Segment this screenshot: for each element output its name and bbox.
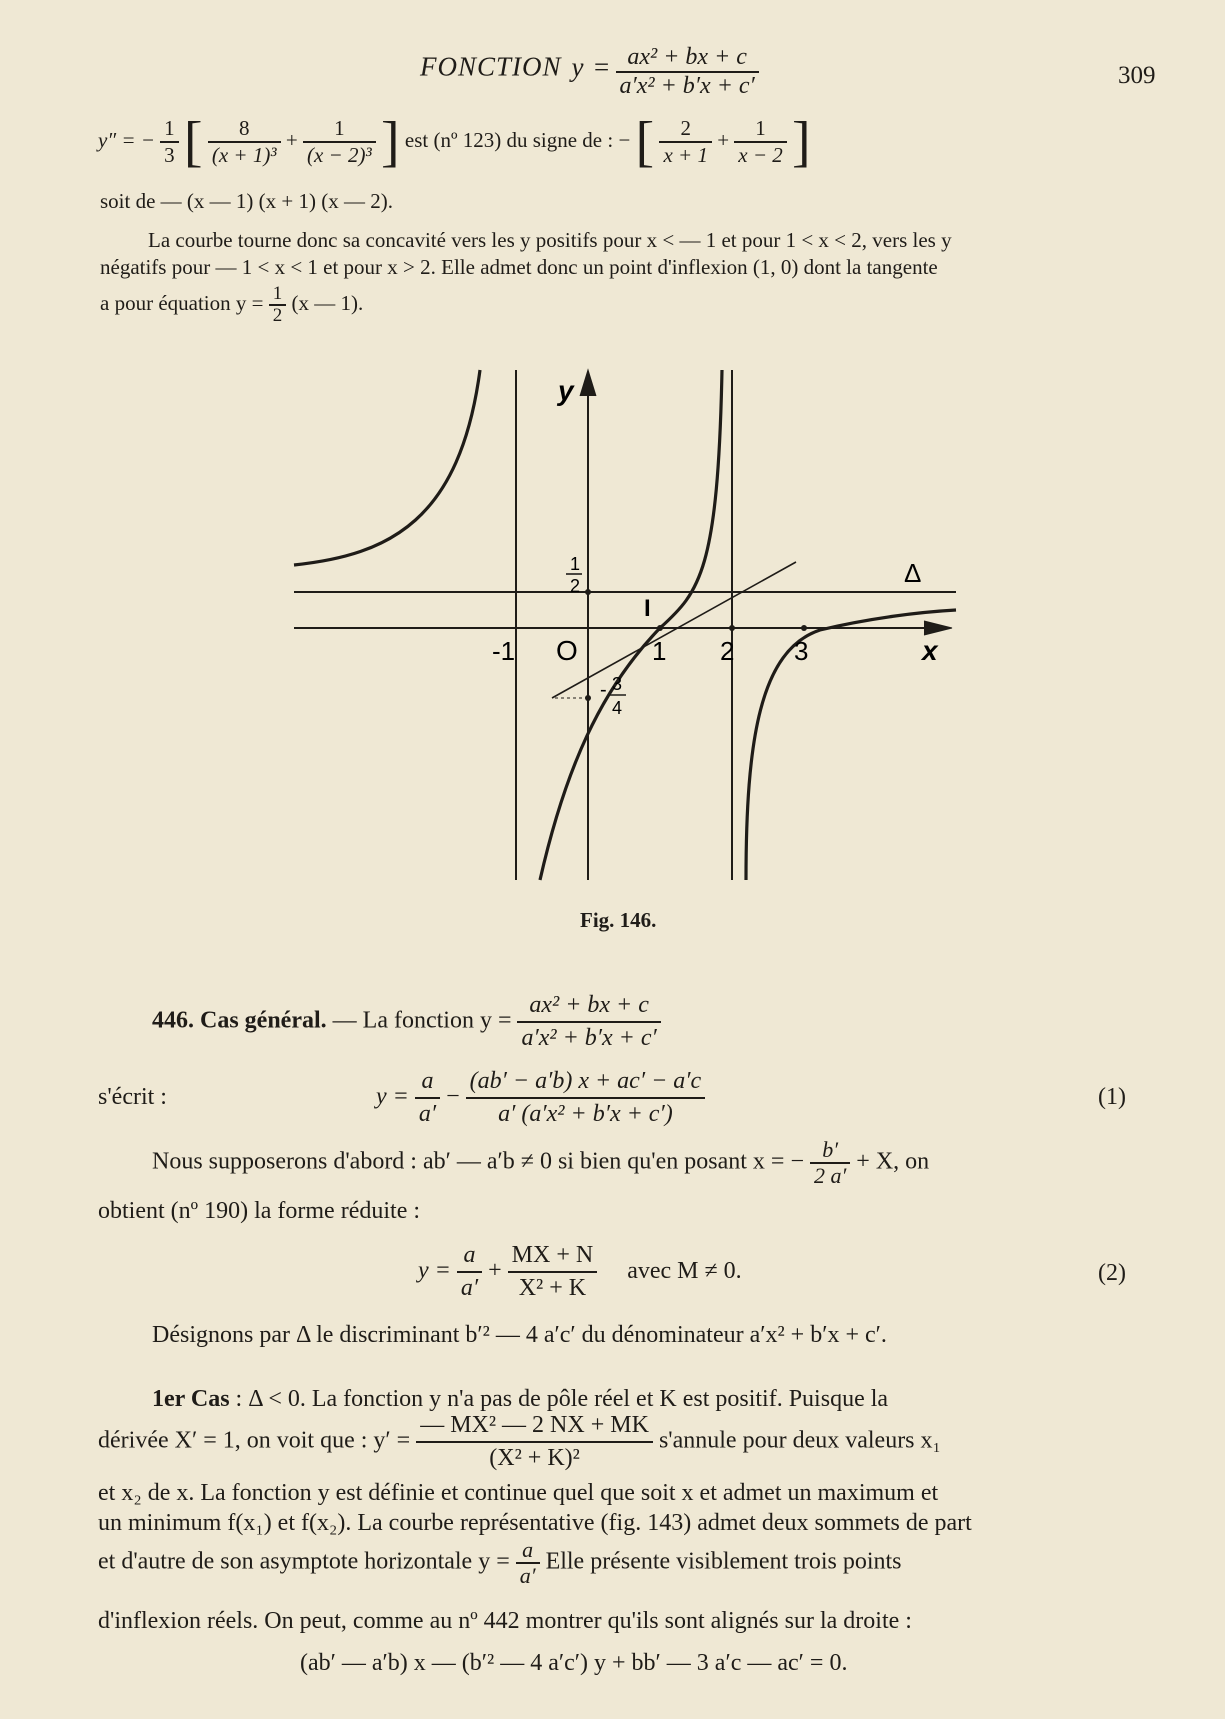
case1-derivative-pre: dérivée X′ = 1, on voit que : y′ = [98, 1427, 411, 1454]
term2-den: (x − 2)³ [306, 143, 372, 167]
eq1-a-fraction [415, 1066, 440, 1130]
suppose-fraction [810, 1138, 850, 1188]
term1-den: (x + 1)³ [211, 143, 277, 167]
half-num: 1 [570, 554, 581, 574]
eq2-a-fraction [457, 1240, 482, 1304]
case1-line3: et x₂ de x. La fonction y est définie et continue quel que soit x et admet un maximum et [98, 1480, 939, 1506]
neg-frac-sign: - [600, 679, 607, 701]
running-header [420, 44, 1060, 104]
point-half [585, 589, 591, 595]
plus-sign-2: + [717, 127, 730, 152]
delta-label: Δ [904, 558, 922, 588]
second-derivative-line [98, 111, 1158, 184]
section-lead: — La fonction y = [332, 1007, 512, 1034]
case1-asymptote-post: Elle présente visiblement trois points [545, 1548, 902, 1575]
case1-asymptote-fraction [516, 1538, 540, 1588]
sign-term1 [659, 116, 712, 168]
figure-146 [280, 360, 970, 900]
point-I-label: I [644, 595, 651, 622]
para-suppose-line1 [152, 1138, 1162, 1198]
section-num: ax² + bx + c [517, 990, 660, 1023]
tangent-eq-post: (x — 1). [291, 290, 364, 315]
suppose-post: + X, on [856, 1148, 930, 1175]
section-446-heading [152, 990, 872, 1050]
eq2-a-num: a [457, 1240, 482, 1273]
coef-fraction [160, 116, 179, 168]
sign-term1-den: x + 1 [663, 143, 708, 167]
tick-1: 1 [652, 636, 667, 666]
term2-num: 1 [303, 116, 376, 143]
eq2-lhs: y = [418, 1257, 451, 1284]
curve-branch-middle [540, 370, 722, 880]
term1-num: 8 [208, 116, 281, 143]
eq2-plus: + [488, 1257, 502, 1284]
eq2-num: MX + N [508, 1240, 598, 1273]
sign-term1-num: 2 [659, 116, 712, 143]
equation-1 [376, 1066, 876, 1130]
eq1-a-num: a [415, 1066, 440, 1099]
para-concavity-line2: négatifs pour — 1 < x < 1 et pour x > 2. Elle admet donc un point d'inflexion (1, 0) dont la tangente [100, 255, 938, 279]
tangent-slope-den: 2 [272, 305, 283, 326]
case1-line1-text: : Δ < 0. La fonction y n'a pas de pôle réel et K est positif. Puisque la [235, 1386, 889, 1412]
point-2 [729, 625, 735, 631]
tick-2: 2 [720, 636, 735, 666]
para-suppose-line2: obtient (nº 190) la forme réduite : [98, 1198, 421, 1224]
case1-title: 1er Cas [152, 1386, 230, 1412]
eq2-a-den: a′ [460, 1275, 479, 1301]
suppose-den: 2 a′ [813, 1163, 847, 1188]
tick-minus1: -1 [492, 636, 516, 666]
equation-2 [418, 1240, 1018, 1306]
suppose-num: b′ [810, 1138, 850, 1164]
header-title-prefix: FONCTION [420, 51, 562, 82]
header-denominator: a′x² + b′x + c′ [619, 73, 755, 99]
coef-num: 1 [160, 116, 179, 143]
para-concavity-line1: La courbe tourne donc sa concavité vers les y positifs pour x < — 1 et pour 1 < x < 2, vers les y [148, 228, 952, 252]
tangent-slope-num: 1 [269, 284, 287, 306]
origin-label: O [556, 635, 578, 666]
neg-frac-den: 4 [612, 698, 623, 718]
case1-line5 [98, 1538, 1162, 1602]
para-concavity-line3 [100, 284, 363, 328]
case1-asymptote-pre: et d'autre de son asymptote horizontale y = [98, 1548, 510, 1575]
half-den: 2 [570, 576, 581, 596]
sign-term2-num: 1 [734, 116, 787, 143]
eq2-main-fraction [508, 1240, 598, 1304]
coef-den: 3 [164, 143, 175, 167]
term1-fraction [208, 116, 281, 168]
y-axis-arrow [580, 370, 596, 396]
eq1-tag: (1) [1098, 1084, 1126, 1110]
case1-derivative-post: s'annule pour deux valeurs x₁ [658, 1427, 941, 1454]
case1-line7: (ab′ — a′b) x — (b′² — 4 a′c′) y + bb′ — 3 a′c — ac′ = 0. [300, 1650, 848, 1676]
case1-asymptote-den: a′ [519, 1563, 536, 1588]
eq2-den: X² + K [518, 1275, 587, 1301]
y-axis-label: y [558, 375, 574, 406]
header-numerator: ax² + bx + c [616, 44, 759, 73]
eq1-lead: s'écrit : [98, 1084, 167, 1110]
header-fraction [616, 44, 759, 100]
case1-derivative-fraction [416, 1410, 653, 1474]
case1-asymptote-num: a [516, 1538, 540, 1564]
tangent-eq-pre: a pour équation y = [100, 290, 264, 315]
page-number: 309 [1118, 62, 1156, 89]
sign-term2 [734, 116, 787, 168]
plus-sign: + [285, 127, 298, 152]
eq1-minus: − [446, 1083, 460, 1110]
x-axis-label: x [922, 635, 938, 666]
second-derivative-lhs: y″ = − [98, 127, 155, 152]
section-fraction [517, 990, 660, 1054]
tangent-slope-fraction [269, 284, 287, 326]
suppose-pre: Nous supposerons d'abord : ab′ — a′b ≠ 0 si bien qu'en posant x = − [152, 1148, 804, 1175]
para-delta: Désignons par Δ le discriminant b′² — 4 a′c′ du dénominateur a′x² + b′x + c′. [152, 1322, 887, 1348]
eq2-condition: avec M ≠ 0. [627, 1257, 742, 1284]
line-soit: soit de — (x — 1) (x + 1) (x — 2). [100, 189, 393, 213]
eq1-a-den: a′ [418, 1101, 437, 1127]
eq1-num: (ab′ − a′b) x + ac′ − a′c [466, 1066, 706, 1099]
point-neg-three-quarter [585, 695, 591, 701]
neg-frac-num: 3 [612, 674, 623, 694]
x-axis-arrow [924, 621, 952, 635]
eq1-main-fraction [466, 1066, 706, 1130]
second-derivative-mid: est (nº 123) du signe de : − [404, 127, 631, 152]
header-y-equals: y = [571, 51, 612, 82]
case1-derivative-den: (X² + K)² [489, 1445, 580, 1471]
section-title: 446. Cas général. [152, 1007, 327, 1034]
eq1-lhs: y = [376, 1083, 409, 1110]
eq2-tag: (2) [1098, 1260, 1126, 1286]
term2-fraction [303, 116, 376, 168]
tick-3: 3 [794, 636, 809, 666]
curve-branch-left [294, 370, 480, 565]
case1-derivative-num: — MX² — 2 NX + MK [416, 1410, 653, 1443]
point-I [657, 625, 663, 631]
case1-line4: un minimum f(x₁) et f(x₂). La courbe représentative (fig. 143) admet deux sommets de part [98, 1510, 972, 1536]
right-bracket: ] [380, 111, 400, 173]
case1-line2 [98, 1410, 1162, 1476]
figure-caption: Fig. 146. [580, 908, 657, 932]
case1-line6: d'inflexion réels. On peut, comme au nº 442 montrer qu'ils sont alignés sur la droite : [98, 1608, 912, 1634]
right-bracket-2: ] [792, 111, 811, 173]
point-3 [801, 625, 807, 631]
sign-term2-den: x − 2 [738, 143, 783, 167]
left-bracket-2: [ [635, 111, 655, 173]
eq1-den: a′ (a′x² + b′x + c′) [498, 1101, 673, 1127]
section-den: a′x² + b′x + c′ [521, 1025, 657, 1051]
left-bracket: [ [183, 111, 203, 173]
